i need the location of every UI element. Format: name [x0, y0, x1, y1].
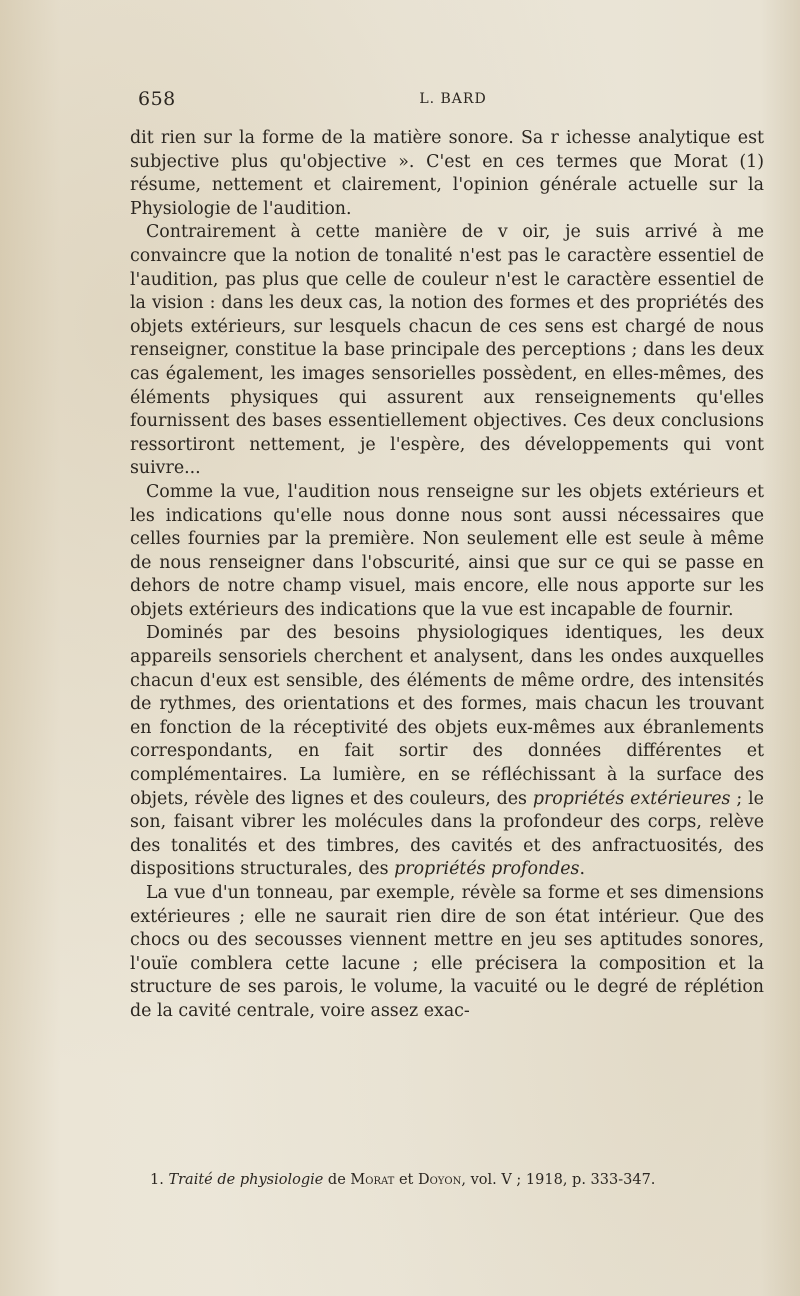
footnote-text-2: et: [394, 1172, 418, 1188]
footnote-number: 1.: [150, 1172, 164, 1188]
paragraph-4: [130, 622, 764, 882]
footnote-author-1: Morat: [350, 1172, 395, 1188]
footnote-title: Traité de physiologie: [168, 1172, 324, 1188]
paragraph-2: Contrairement à cette manière de v oir, je suis arrivé à me convaincre que la notion de tonalité n'est pas le caractère essentiel de l'audition, pas plus que celle de couleur n'est le caractère essentiel de la vision : dans les deux cas, la notion des formes et des propriétés des objets extérieurs, sur lesquels chacun de ces sens est chargé de nous renseigner, constitue la base principale des perceptions ; dans les deux cas également, les images sensorielles possèdent, en elles-mêmes, des éléments physiques qui assurent aux renseignements qu'elles fournissent des bases essentiellement objectives. Ces deux conclusions ressortiront nettement, je l'espère, des développements qui vont suivre...: [130, 222, 764, 479]
paragraph-4-text-c: .: [579, 859, 585, 880]
footnote-author-2: Doyon: [417, 1172, 462, 1188]
paragraph-4-text-b: ; le son, faisant vibrer les molécules dans la profondeur des corps, relève des tonalités et des timbres, des cavités et des anfractuosités, des dispositions structurales, des: [130, 788, 764, 880]
footnote: [150, 1170, 760, 1190]
paragraph-3: Comme la vue, l'audition nous renseigne sur les objets extérieurs et les indications qu'elle nous donne nous sont aussi nécessaires que celles fournies par la première. Non seulement elle est seule à même de nous renseigner dans l'obscurité, ainsi que sur ce qui se passe en dehors de notre champ visuel, mais encore, elle nous apporte sur les objets extérieurs des indications que la vue est incapable de fournir.: [130, 481, 764, 620]
paragraph-4-italic-deep: propriétés profondes: [394, 859, 580, 880]
paragraph-4-italic-external: propriétés extérieures: [532, 788, 731, 809]
footnote-text-3: , vol. V ; 1918, p. 333-347.: [461, 1172, 656, 1188]
paragraph-1: dit rien sur la forme de la matière sonore. Sa r ichesse analytique est subjective plus qu'objective ». C'est en ces termes que Morat (1) résume, nettement et clairement, l'opinion générale actuelle sur la Physiologie de l'audition.: [130, 128, 764, 219]
page-number: 658: [138, 88, 176, 110]
paragraph-5: La vue d'un tonneau, par exemple, révèle sa forme et ses dimensions extérieures ; elle ne saurait rien dire de son état intérieur. Que des chocs ou des secousses viennent mettre en jeu ses aptitudes sonores, l'ouïe comblera cette lacune ; elle précisera la composition et la structure de ses parois, le volume, la vacuité ou le degré de réplétion de la cavité centrale, voire assez exac-: [130, 883, 764, 1021]
running-head: L. BARD: [419, 91, 487, 107]
body-text: [130, 127, 764, 1024]
paragraph-4-text-a: Dominés par des besoins physiologiques identiques, les deux appareils sensoriels cherchent et analysent, dans les ondes auxquelles chacun d'eux est sensible, des éléments de même ordre, des intensités de rythmes, des orientations et des formes, mais chacun les trouvant en fonction de la réceptivité des objets eux-mêmes aux ébranlements correspondants, en fait sortir des données différentes et complémentaires. La lumière, en se réfléchissant à la surface des objets, révèle des lignes et des couleurs, des: [130, 623, 764, 809]
page-header: [138, 88, 768, 112]
footnote-text-1: de: [323, 1172, 351, 1188]
